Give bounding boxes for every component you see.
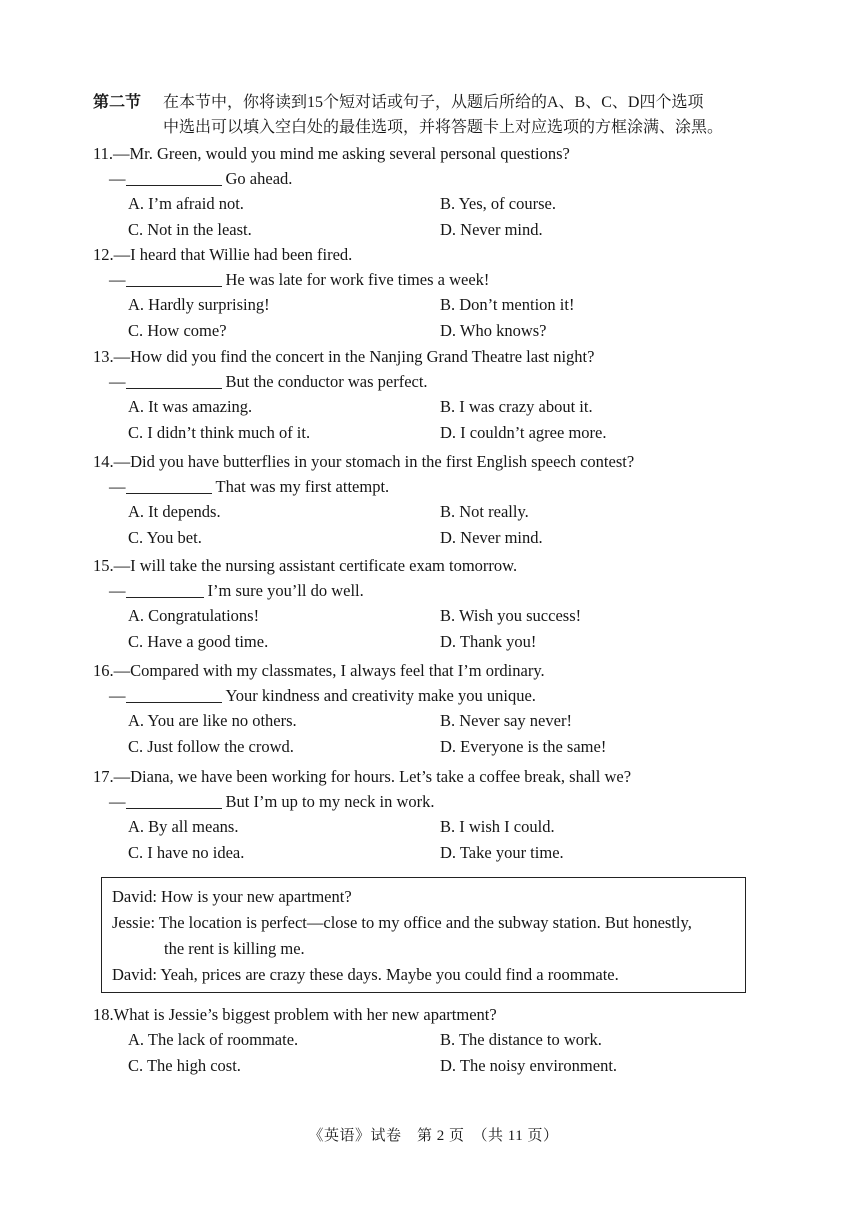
reply-text: I’m sure you’ll do well. bbox=[207, 581, 364, 600]
option-b: B. Don’t mention it! bbox=[440, 295, 575, 314]
options bbox=[93, 394, 773, 446]
question-stem: 12.—I heard that Willie had been fired. bbox=[93, 245, 353, 264]
question-stem: 11.—Mr. Green, would you mind me asking several personal questions? bbox=[93, 144, 570, 163]
option-a: A. It depends. bbox=[128, 502, 221, 521]
instruction-line-1: 在本节中，你将读到15个短对话或句子，从题后所给的A、B、C、D四个选项 bbox=[163, 94, 704, 111]
question-stem: 16.—Compared with my classmates, I always feel that I’m ordinary. bbox=[93, 661, 545, 680]
option-d: D. Take your time. bbox=[440, 843, 564, 862]
options bbox=[93, 1027, 773, 1079]
section-instructions bbox=[93, 90, 783, 140]
question-reply: — He was late for work five times a week! bbox=[109, 270, 490, 289]
answer-blank bbox=[126, 372, 222, 389]
option-d: D. Thank you! bbox=[440, 632, 537, 651]
option-a: A. You are like no others. bbox=[128, 711, 297, 730]
option-a: A. The lack of roommate. bbox=[128, 1030, 299, 1049]
answer-blank bbox=[126, 792, 222, 809]
question-stem: 15.—I will take the nursing assistant certificate exam tomorrow. bbox=[93, 556, 518, 575]
question-reply: — Go ahead. bbox=[109, 169, 293, 188]
question-12 bbox=[93, 242, 773, 344]
answer-blank bbox=[126, 169, 222, 186]
option-b: B. Yes, of course. bbox=[440, 194, 556, 213]
instruction-line-2: 中选出可以填入空白处的最佳选项，并将答题卡上对应选项的方框涂满、涂黑。 bbox=[163, 119, 724, 136]
option-a: A. I’m afraid not. bbox=[128, 194, 244, 213]
options bbox=[93, 292, 773, 344]
question-11 bbox=[93, 141, 773, 243]
option-d: D. Never mind. bbox=[440, 220, 543, 239]
question-reply: — But I’m up to my neck in work. bbox=[109, 792, 435, 811]
page-footer: 《英语》试卷 第 2 页 （共 11 页） bbox=[308, 1128, 559, 1144]
question-stem: 14.—Did you have butterflies in your stomach in the first English speech contest? bbox=[93, 452, 635, 471]
option-d: D. Everyone is the same! bbox=[440, 737, 607, 756]
question-18 bbox=[93, 1002, 773, 1079]
option-c: C. I didn’t think much of it. bbox=[128, 423, 311, 442]
option-c: C. How come? bbox=[128, 321, 227, 340]
dialogue-line: David: Yeah, prices are crazy these days. Maybe you could find a roommate. bbox=[112, 965, 619, 984]
option-b: B. Never say never! bbox=[440, 711, 572, 730]
reply-text: But the conductor was perfect. bbox=[225, 372, 428, 391]
reply-text: That was my first attempt. bbox=[215, 477, 390, 496]
dialogue-line: the rent is killing me. bbox=[164, 939, 305, 958]
question-stem: 13.—How did you find the concert in the Nanjing Grand Theatre last night? bbox=[93, 347, 595, 366]
option-d: D. Who knows? bbox=[440, 321, 547, 340]
reply-text: Your kindness and creativity make you unique. bbox=[225, 686, 536, 705]
option-a: A. Hardly surprising! bbox=[128, 295, 270, 314]
option-a: A. Congratulations! bbox=[128, 606, 260, 625]
option-c: C. Not in the least. bbox=[128, 220, 252, 239]
dialogue-line: Jessie: The location is perfect—close to my office and the subway station. But honestly, bbox=[112, 913, 692, 932]
question-reply: — I’m sure you’ll do well. bbox=[109, 581, 364, 600]
answer-blank bbox=[126, 581, 204, 598]
option-c: C. I have no idea. bbox=[128, 843, 245, 862]
options bbox=[93, 814, 773, 866]
option-b: B. The distance to work. bbox=[440, 1030, 602, 1049]
reply-text: Go ahead. bbox=[225, 169, 293, 188]
option-a: A. By all means. bbox=[128, 817, 239, 836]
option-c: C. The high cost. bbox=[128, 1056, 241, 1075]
option-c: C. You bet. bbox=[128, 528, 202, 547]
question-16 bbox=[93, 658, 773, 760]
options bbox=[93, 499, 773, 551]
option-d: D. I couldn’t agree more. bbox=[440, 423, 607, 442]
option-c: C. Just follow the crowd. bbox=[128, 737, 294, 756]
question-reply: — That was my first attempt. bbox=[109, 477, 390, 496]
question-13 bbox=[93, 344, 773, 446]
answer-blank bbox=[126, 686, 222, 703]
option-a: A. It was amazing. bbox=[128, 397, 253, 416]
option-d: D. Never mind. bbox=[440, 528, 543, 547]
answer-blank bbox=[126, 270, 222, 287]
option-b: B. Not really. bbox=[440, 502, 529, 521]
reply-text: He was late for work five times a week! bbox=[225, 270, 490, 289]
question-reply: — But the conductor was perfect. bbox=[109, 372, 428, 391]
option-b: B. I wish I could. bbox=[440, 817, 555, 836]
options bbox=[93, 708, 773, 760]
option-b: B. I was crazy about it. bbox=[440, 397, 593, 416]
dialogue-box bbox=[101, 877, 746, 993]
options bbox=[93, 603, 773, 655]
question-reply: — Your kindness and creativity make you unique. bbox=[109, 686, 536, 705]
question-stem: 17.—Diana, we have been working for hours. Let’s take a coffee break, shall we? bbox=[93, 767, 632, 786]
reply-text: But I’m up to my neck in work. bbox=[225, 792, 435, 811]
option-d: D. The noisy environment. bbox=[440, 1056, 618, 1075]
question-stem: 18.What is Jessie’s biggest problem with her new apartment? bbox=[93, 1005, 497, 1024]
options bbox=[93, 191, 773, 243]
answer-blank bbox=[126, 477, 212, 494]
option-b: B. Wish you success! bbox=[440, 606, 582, 625]
question-14 bbox=[93, 449, 773, 551]
section-label: 第二节 bbox=[93, 94, 142, 111]
question-15 bbox=[93, 553, 773, 655]
dialogue-line: David: How is your new apartment? bbox=[112, 887, 352, 906]
option-c: C. Have a good time. bbox=[128, 632, 269, 651]
question-17 bbox=[93, 764, 773, 866]
